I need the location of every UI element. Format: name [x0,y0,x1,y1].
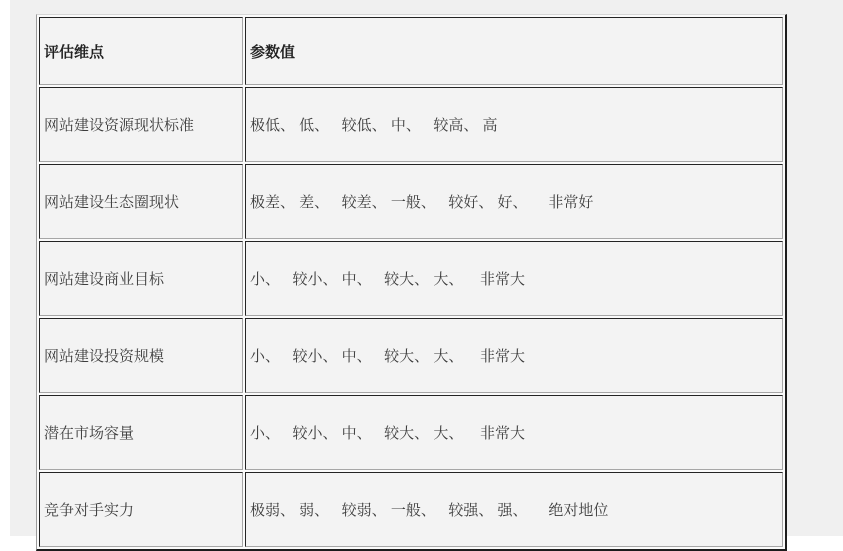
values-cell: 小、 较小、 中、 较大、 大、 非常大 [245,318,783,393]
dimension-cell: 网站建设生态圈现状 [39,164,243,239]
dimension-cell: 网站建设商业目标 [39,241,243,316]
header-cell-values: 参数值 [245,17,783,85]
table-row [39,318,783,393]
values-cell: 极低、 低、 较低、 中、 较高、 高 [245,87,783,162]
table-row [39,164,783,239]
dimension-cell: 网站建设投资规模 [39,318,243,393]
values-cell: 小、 较小、 中、 较大、 大、 非常大 [245,395,783,470]
header-row [39,17,783,85]
dimension-cell: 竞争对手实力 [39,472,243,547]
table-row [39,87,783,162]
values-cell: 极差、 差、 较差、 一般、 较好、 好、 非常好 [245,164,783,239]
evaluation-parameters-table [36,14,787,551]
header-cell-dimension: 评估维点 [39,17,243,85]
dimension-cell: 网站建设资源现状标准 [39,87,243,162]
dimension-cell: 潜在市场容量 [39,395,243,470]
table-row [39,395,783,470]
values-cell: 小、 较小、 中、 较大、 大、 非常大 [245,241,783,316]
values-cell: 极弱、 弱、 较弱、 一般、 较强、 强、 绝对地位 [245,472,783,547]
table-row [39,241,783,316]
